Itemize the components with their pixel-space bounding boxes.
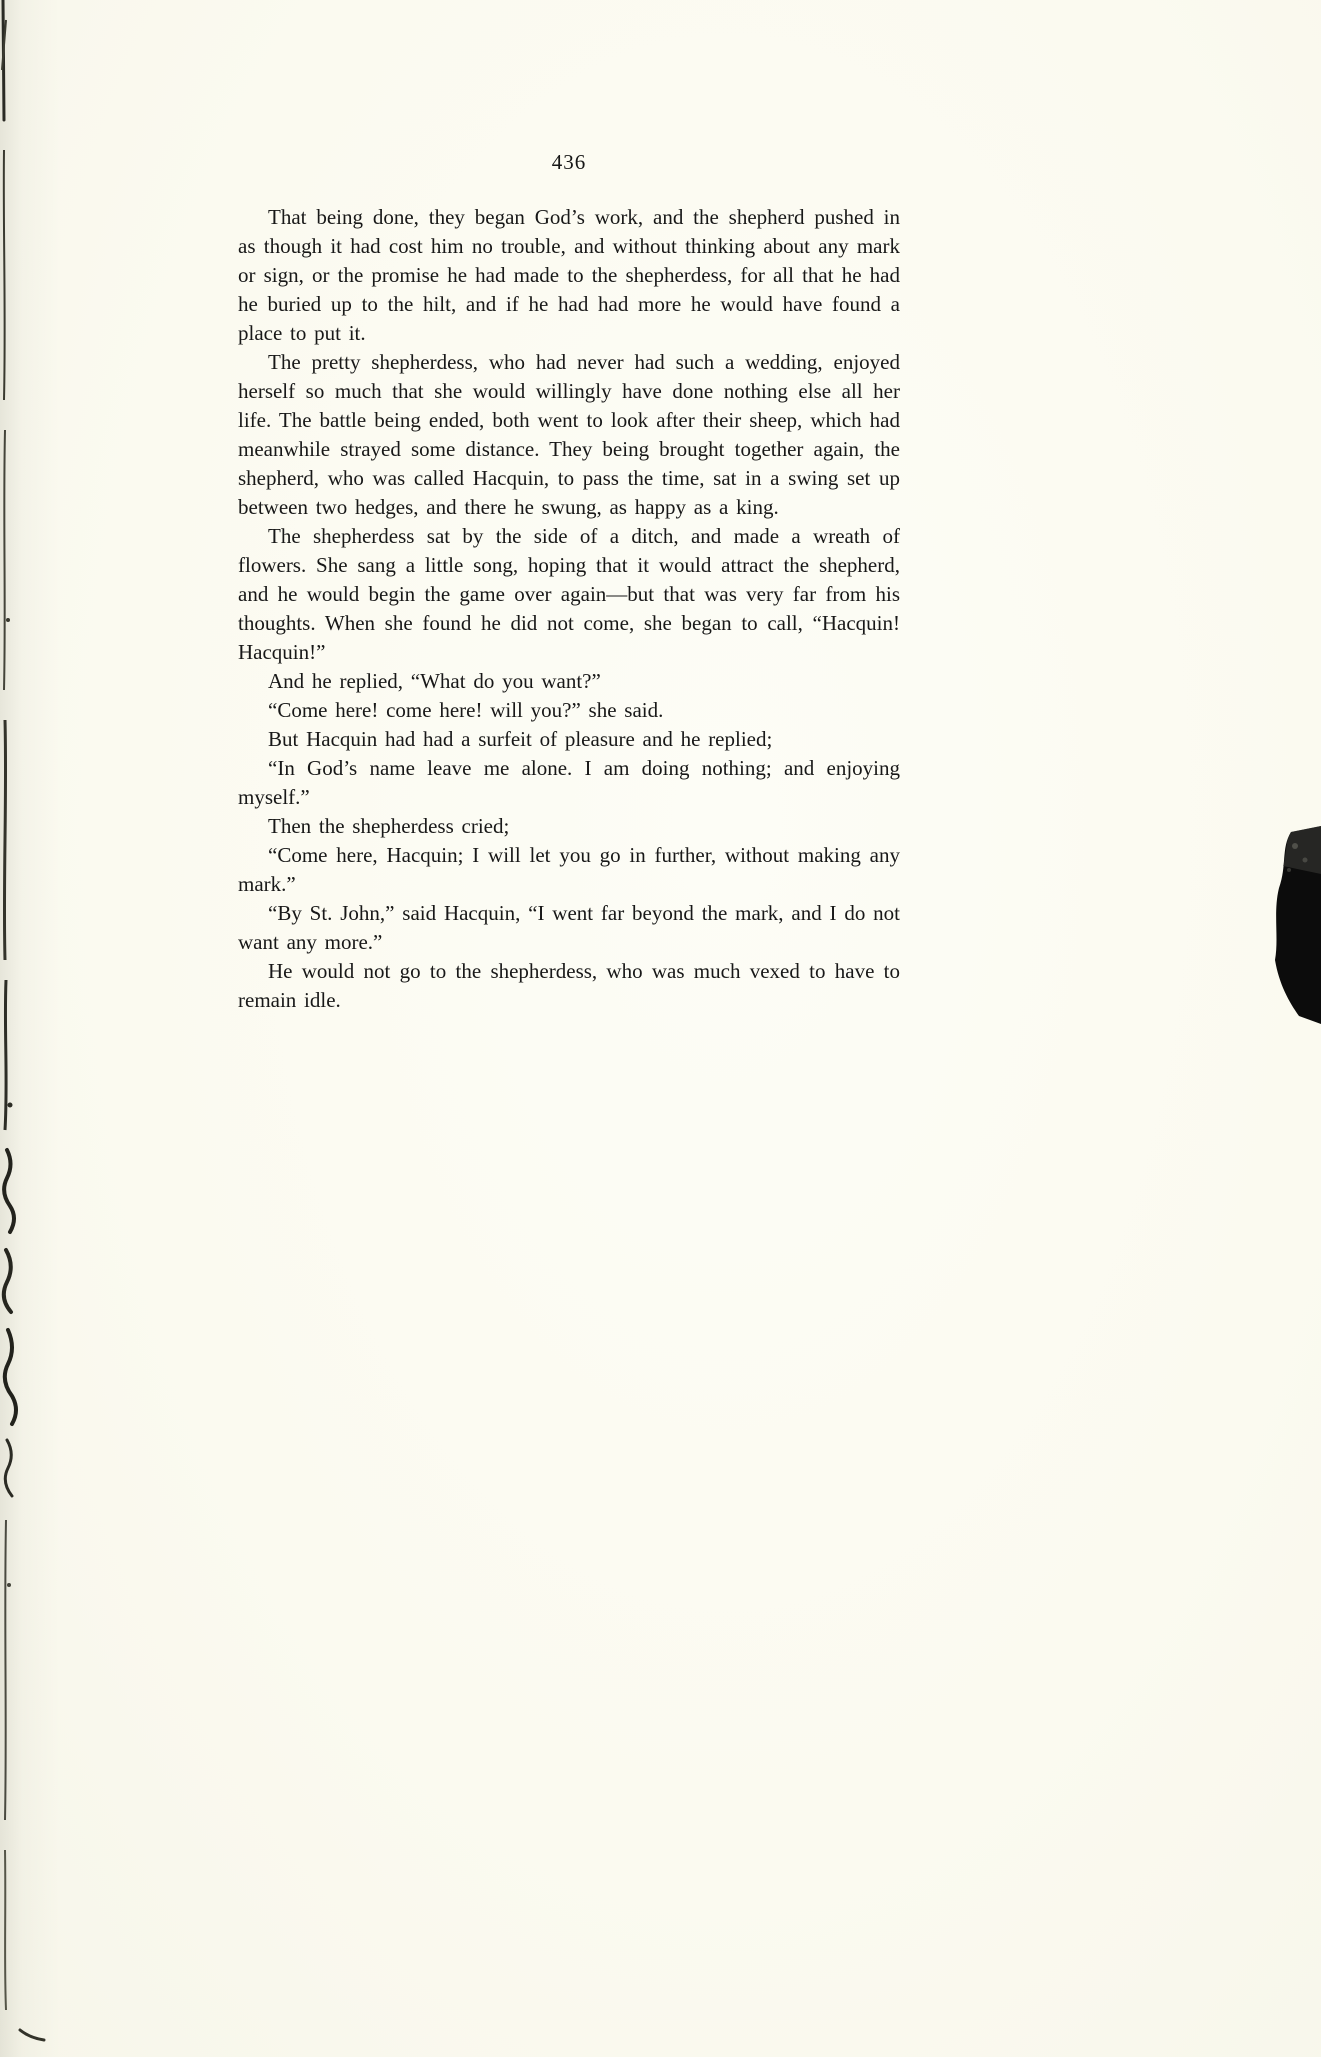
paragraph: But Hacquin had had a surfeit of pleasure and he replied;: [268, 727, 773, 751]
paragraph: The pretty shepherdess, who had never had such a wedding, enjoyed herself so much that she would willingly have done nothing else all her life. The battle being ended, both went to look after their sheep, which had meanwhile strayed some distance. They being brought together again, the shepherd, who was called Hacquin, to pass the time, sat in a swing set up between two hedges, and there he swung, as happy as a king.: [238, 350, 900, 519]
paragraph: The shepherdess sat by the side of a ditch, and made a wreath of flowers. She sang a little song, hoping that it would attract the shepherd, and he would begin the game over again—but that was very far from his thoughts. When she found he did not come, she began to call, “Hacquin! Hacquin!”: [238, 524, 900, 664]
paragraph: And he replied, “What do you want?”: [268, 669, 601, 693]
page-number: 436: [551, 150, 587, 174]
binding-edge-artifact: [0, 0, 60, 2057]
binding-edge-marks-graphic: [0, 0, 60, 2057]
paragraph: “By St. John,” said Hacquin, “I went far beyond the mark, and I do not want any more.”: [238, 901, 900, 954]
paragraph: “Come here! come here! will you?” she said.: [268, 698, 664, 722]
paragraph: That being done, they began God’s work, and the shepherd pushed in as though it had cost him no trouble, and without thinking about any mark or sign, or the promise he had made to the shepherdess, for all that he had he buried up to the hilt, and if he had had more he would have found a place to put it.: [238, 205, 900, 345]
paragraph: “In God’s name leave me alone. I am doing nothing; and enjoying myself.”: [238, 756, 900, 809]
scan-artifact-blob: [1265, 826, 1321, 1024]
page-text: [238, 203, 900, 1015]
paragraph: He would not go to the shepherdess, who was much vexed to have to remain idle.: [238, 959, 900, 1012]
paragraph: “Come here, Hacquin; I will let you go in further, without making any mark.”: [238, 843, 900, 896]
paragraph: Then the shepherdess cried;: [268, 814, 510, 838]
scan-blob-graphic: [1265, 826, 1321, 1024]
